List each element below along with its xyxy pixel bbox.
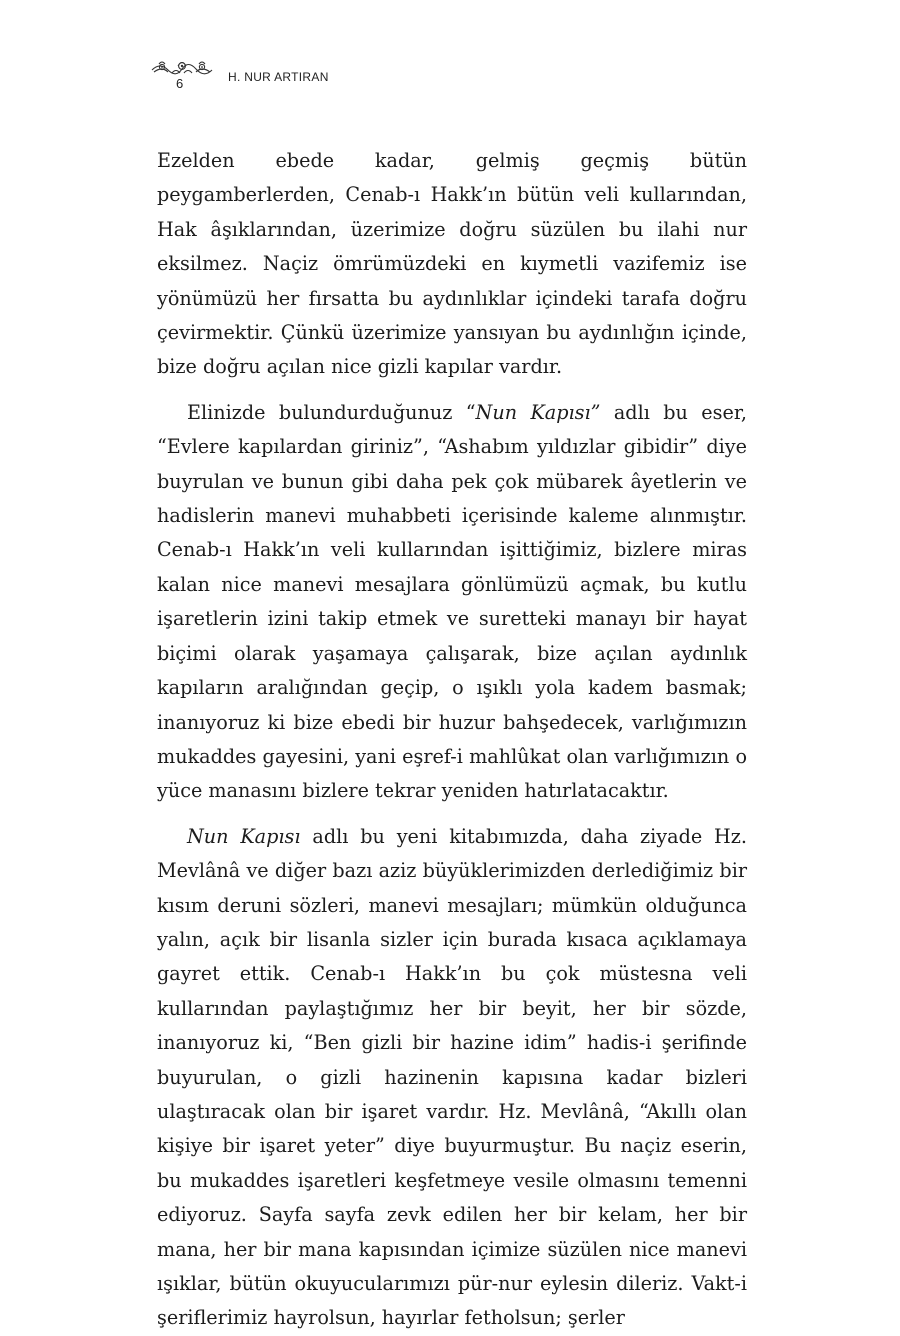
paragraph-1-text: Ezelden ebede kadar, gelmiş geçmiş bütün peygamberlerden, Cenab-ı Hakk’ın bütün veli kullarından, Hak âşıklarından, üzerimize doğru süzülen bu ilahi nur eksilmez. Naçiz ömrümüzdeki en kıymetli vazifemiz ise yönümüzü her fırsatta bu aydınlıklar içindeki tarafa doğru çevirmektir. Çünkü üzerimize yansıyan bu aydınlığın içinde, bize doğru açılan nice gizli kapılar vardır.: [157, 149, 747, 379]
paragraph-2-text-start: Elinizde bulundurduğunuz “: [187, 400, 476, 424]
paragraph-3-text: adlı bu yeni kitabımızda, daha ziyade Hz. Mevlânâ ve diğer bazı aziz büyüklerimizden derlediğimiz bir kısım deruni sözleri, manevi mesajları; mümkün olduğunca yalın, açık bir lisanla sizler için burada kısaca açıklamaya gayret ettik. Cenab-ı Hakk’ın bu çok müstesna veli kullarından paylaştığımız her bir beyit, her bir sözde, inanıyoruz ki, “Ben gizli bir hazine idim” hadis-i şerifinde buyurulan, o gizli hazinenin kapısına kadar bizleri ulaştıracak olan bir işaret vardır. Hz. Mevlânâ, “Akıllı olan kişiye bir işaret yeter” diye buyurmuştur. Bu naçiz eserin, bu mukaddes işaretleri keşfetmeye vesile olmasını temenni ediyoruz. Sayfa sayfa zevk edilen her bir kelam, her bir mana, her bir mana kapısından içimize süzülen nice manevi ışıklar, bütün okuyucularımızı pür-nur eylesin dileriz. Vakt-i şeriflerimiz hayrolsun, hayırlar fetholsun; şerler: [157, 824, 747, 1330]
running-head-author: H. NUR ARTIRAN: [228, 70, 329, 84]
paragraph-1: [157, 144, 747, 385]
paragraph-2-text-rest: adlı bu eser, “Evlere kapılardan giriniz”, “Ashabım yıldızlar gibidir” diye buyrulan ve bunun gibi daha pek çok mübarek âyetlerin ve hadislerin manevi muhabbeti içerisinde kaleme alınmıştır. Cenab-ı Hakk’ın veli kullarından işittiğimiz, bizlere miras kalan nice manevi mesajlara gönlümüzü açmak, bu kutlu işaretlerin izini takip etmek ve suretteki manayı bir hayat biçimi olarak yaşamaya çalışarak, bize açılan aydınlık kapıların aralığından geçip, o ışıklı yola kadem basmak; inanıyoruz ki bize ebedi bir huzur bahşedecek, varlığımızın mukaddes gayesini, yani eşref-i mahlûkat olan varlığımızın o yüce manasını bizlere tekrar yeniden hatırlatacaktır.: [157, 400, 748, 803]
book-title-italic-2: Nun Kapısı: [187, 824, 301, 848]
page-number: 6: [176, 76, 184, 91]
book-title-italic: Nun Kapısı”: [475, 400, 601, 424]
paragraph-2: [157, 396, 747, 809]
paragraph-3: [157, 820, 747, 1336]
page-header: [150, 52, 550, 102]
body-text: [157, 144, 747, 1336]
